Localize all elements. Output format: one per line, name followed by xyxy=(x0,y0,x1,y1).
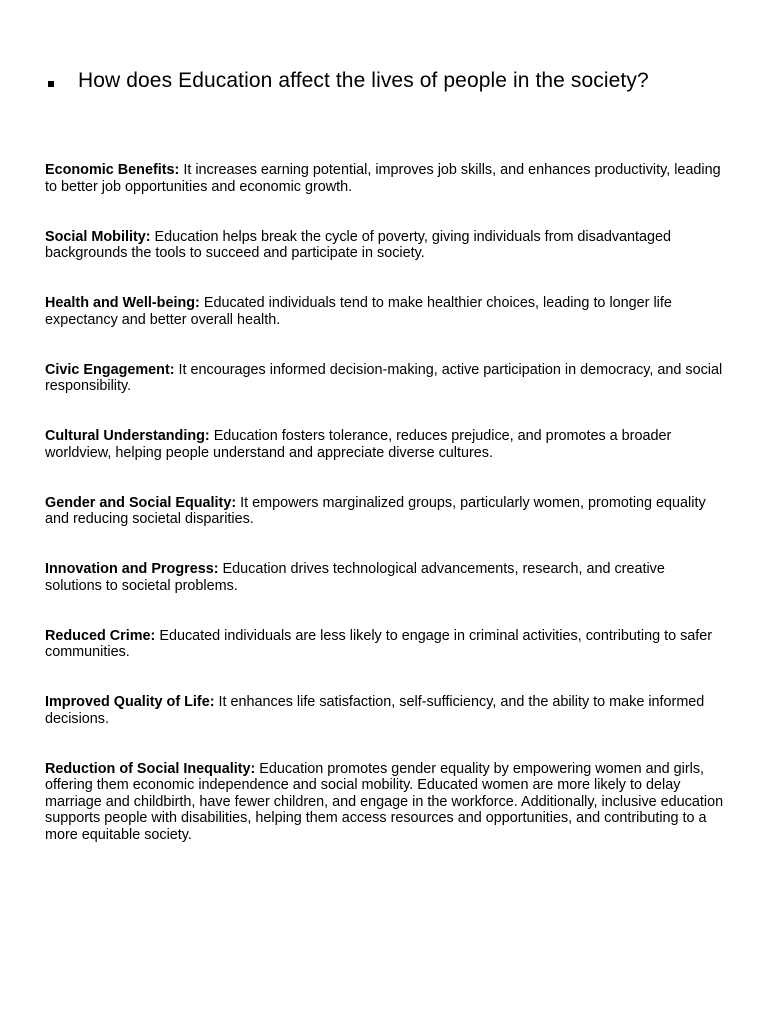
point-text: It increases earning potential, improves job skills, and enhances productivity, leading to better job opportunities and economic growth. xyxy=(45,162,721,195)
square-bullet-icon xyxy=(48,81,54,87)
list-item xyxy=(45,495,725,562)
question-heading: How does Education affect the lives of people in the society? xyxy=(78,69,649,92)
list-item xyxy=(45,362,725,429)
point-term: Gender and Social Equality: xyxy=(45,494,237,511)
list-item xyxy=(45,628,725,695)
point-text: Education helps break the cycle of poverty, giving individuals from disadvantaged backgrounds the tools to succeed and participate in society. xyxy=(45,228,672,261)
point-text: Education fosters tolerance, reduces prejudice, and promotes a broader worldview, helping people understand and appreciate diverse cultures. xyxy=(45,428,672,461)
point-text: Educated individuals are less likely to engage in criminal activities, contributing to safer communities. xyxy=(45,627,713,660)
point-text: It empowers marginalized groups, particularly women, promoting equality and reducing societal disparities. xyxy=(45,494,706,527)
point-term: Economic Benefits: xyxy=(45,162,180,178)
point-text: It enhances life satisfaction, self-sufficiency, and the ability to make informed decisions. xyxy=(45,694,705,727)
list-item xyxy=(45,761,725,844)
list-item xyxy=(45,428,725,495)
list-item xyxy=(45,561,725,628)
list-item xyxy=(45,295,725,362)
point-term: Cultural Understanding: xyxy=(45,428,210,444)
list-item xyxy=(45,694,725,761)
point-term: Civic Engagement: xyxy=(45,361,175,378)
point-term: Reduced Crime: xyxy=(45,627,156,644)
point-text: Education promotes gender equality by empowering women and girls, offering them economic independence and social mobility. Educated women are more likely to delay marriage and childbirth, have fewer children, and engage in the workforce. Additionally, inclusive education supports people with disabilities, helping them access resources and opportunities, and contributing to a more equitable society. xyxy=(45,760,724,843)
point-term: Social Mobility: xyxy=(45,228,151,245)
point-term: Improved Quality of Life: xyxy=(45,694,215,710)
point-text: It encourages informed decision-making, active participation in democracy, and social responsibility. xyxy=(45,361,723,394)
point-term: Reduction of Social Inequality: xyxy=(45,760,256,777)
point-text: Educated individuals tend to make healthier choices, leading to longer life expectancy and better overall health. xyxy=(45,295,672,328)
list-item xyxy=(45,162,725,229)
question-heading-row xyxy=(48,68,748,94)
list-item xyxy=(45,229,725,296)
point-text: Education drives technological advancements, research, and creative solutions to societal problems. xyxy=(45,561,665,594)
points-list xyxy=(45,162,725,843)
point-term: Health and Well-being: xyxy=(45,295,200,311)
point-term: Innovation and Progress: xyxy=(45,561,219,577)
